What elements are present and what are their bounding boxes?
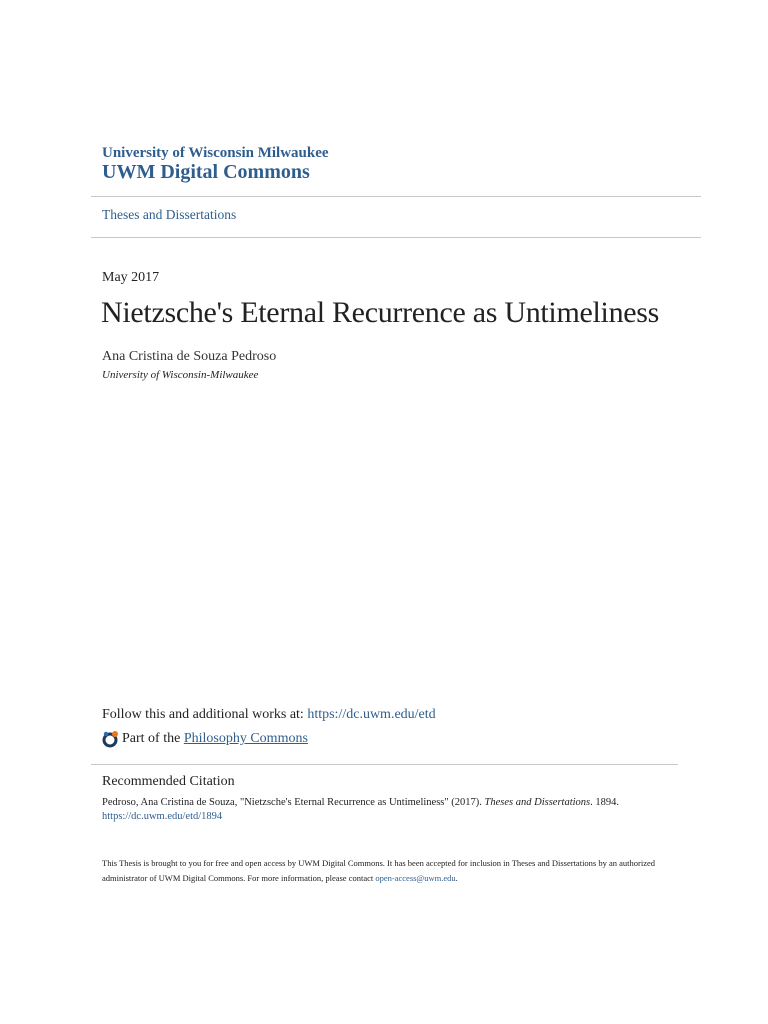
part-of-line: [102, 730, 308, 748]
philosophy-commons-link[interactable]: Philosophy Commons: [183, 731, 308, 746]
citation-text: Pedroso, Ana Cristina de Souza, "Nietzsche's Eternal Recurrence as Untimeliness" (2017).: [102, 797, 485, 808]
document-title: Nietzsche's Eternal Recurrence as Untimeliness: [101, 296, 660, 329]
collection-link[interactable]: Theses and Dissertations: [102, 207, 237, 222]
author-name: Ana Cristina de Souza Pedroso: [102, 349, 277, 364]
author-affiliation: University of Wisconsin-Milwaukee: [102, 369, 259, 381]
contact-email-link[interactable]: open-access@uwm.edu: [375, 873, 456, 883]
part-of-prefix: Part of the: [122, 731, 181, 746]
citation-number: . 1894.: [590, 797, 619, 808]
citation-heading: Recommended Citation: [102, 774, 235, 789]
divider: [91, 237, 701, 238]
citation-link[interactable]: https://dc.uwm.edu/etd/1894: [102, 811, 223, 822]
university-name: University of Wisconsin Milwaukee: [102, 145, 329, 161]
etd-link[interactable]: https://dc.uwm.edu/etd: [307, 707, 436, 722]
divider: [91, 196, 701, 197]
repository-link[interactable]: UWM Digital Commons: [102, 161, 310, 183]
citation-block: [102, 796, 682, 824]
citation-series: Theses and Dissertations: [484, 797, 591, 808]
access-text: This Thesis is brought to you for free and open access by UWM Digital Commons. It has been accepted for inclusion in Theses and Dissertations by an authorized administrator of UWM Digital Commons. For more information, please contact: [102, 858, 656, 883]
follow-line: [102, 707, 436, 723]
access-end: .: [455, 873, 458, 883]
follow-prefix: Follow this and additional works at:: [102, 707, 308, 722]
access-statement: [102, 856, 682, 886]
publication-date: May 2017: [102, 270, 160, 285]
divider: [91, 764, 678, 765]
network-icon: [102, 730, 120, 748]
